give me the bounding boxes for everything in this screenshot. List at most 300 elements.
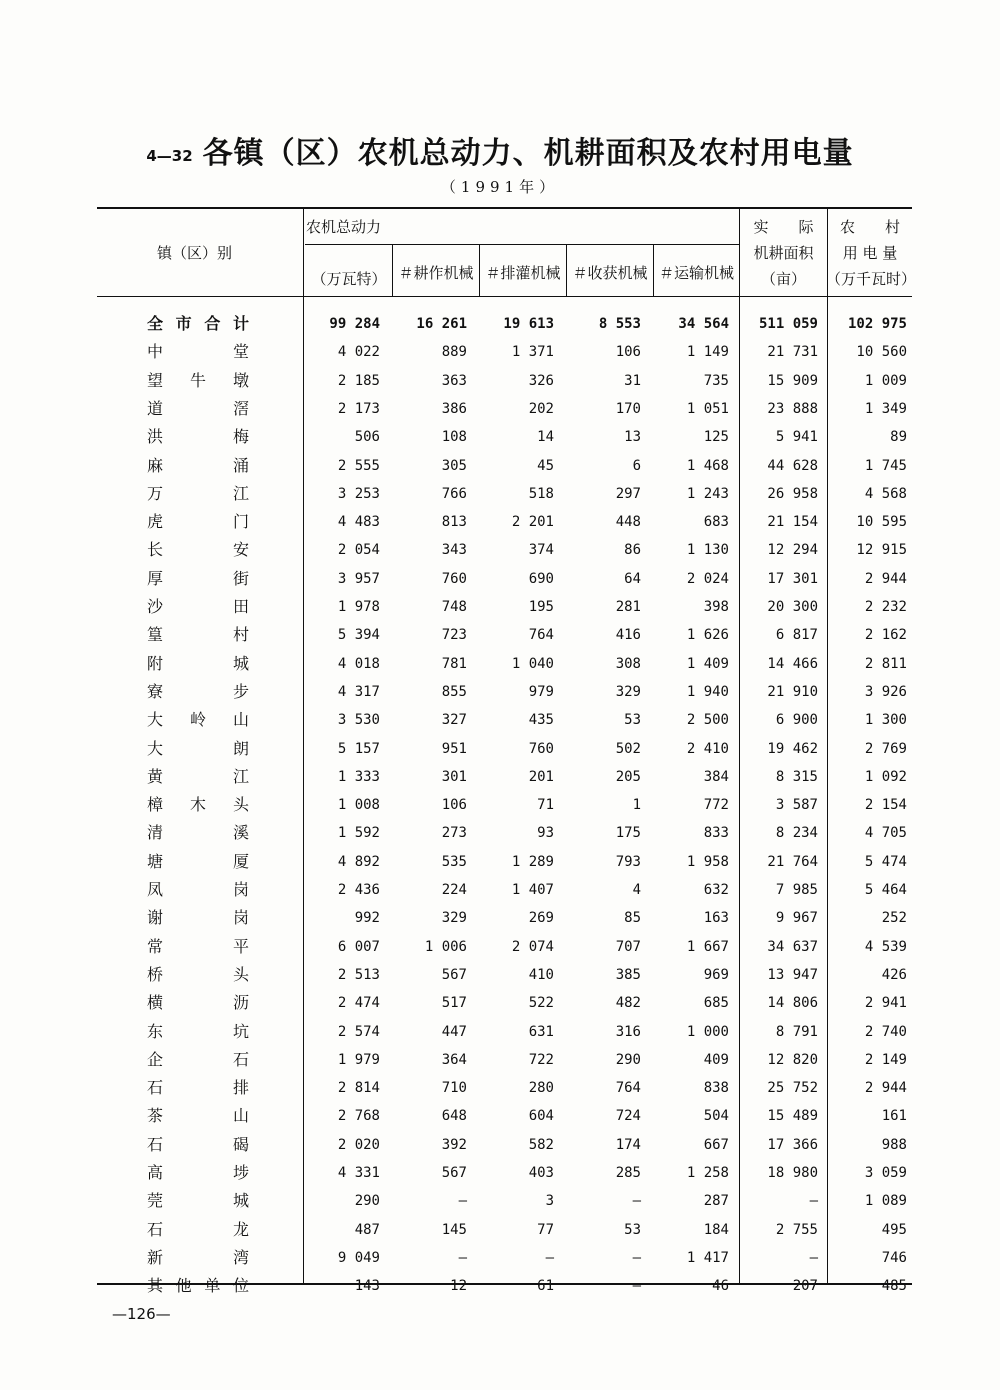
region-char: 岗 [232,880,249,899]
cell-elec: 2 740 [864,1023,907,1040]
region-char: 长 [147,540,164,560]
cell-power: 2 768 [337,1108,380,1125]
cell-power: 2 574 [337,1023,380,1040]
cell-plow: 327 [441,712,467,729]
cell-area: 511 059 [758,316,818,332]
cell-power: 9 049 [337,1249,380,1266]
cell-area: 21 731 [767,344,818,361]
region-char: 新 [147,1247,164,1267]
cell-elec: 1 300 [864,712,907,729]
table-row [0,368,1000,396]
region-char: 其 [147,1276,164,1296]
region-char: 谢 [147,908,164,928]
cell-elec: 1 349 [864,400,907,417]
region-char: 全 [147,314,164,333]
cell-plow: 813 [441,514,467,531]
cell-power: 1 592 [337,825,380,842]
cell-irrigation: 280 [528,1080,554,1097]
cell-power: 3 957 [337,570,380,587]
row-region-name [147,1075,249,1103]
region-char: 他 [175,1276,192,1296]
cell-plow: 329 [441,910,467,927]
row-region-name [147,396,249,424]
cell-elec: 12 915 [856,542,907,559]
region-char: 滘 [232,398,249,418]
region-char: 田 [232,597,249,616]
cell-elec: 1 092 [864,768,907,785]
cell-plow: 108 [441,429,467,446]
row-region-name [147,1103,249,1131]
cell-irrigation: 202 [528,400,554,417]
cell-transport: 2 410 [686,740,729,757]
cell-irrigation: 77 [537,1221,554,1238]
cell-elec: 4 705 [864,825,907,842]
cell-harvest: 170 [615,400,641,417]
group-rule [305,244,739,245]
cell-harvest: 175 [615,825,641,842]
cell-irrigation: 1 371 [511,344,554,361]
cell-transport: 184 [703,1221,729,1238]
cell-irrigation: 760 [528,740,554,757]
cell-transport: 1 258 [686,1165,729,1181]
table-row [0,509,1000,537]
cell-plow: 951 [441,740,467,757]
region-char: 桥 [147,964,164,984]
cell-harvest: 281 [615,599,641,615]
table-row [0,622,1000,650]
region-char: 万 [147,483,164,503]
region-char: 常 [147,936,164,956]
table-row [0,424,1000,452]
table-row [0,934,1000,962]
cell-harvest: — [632,1249,641,1266]
cell-transport: 2 024 [686,570,729,587]
row-region-name [147,905,249,933]
cell-irrigation: 1 040 [511,655,554,672]
region-char: 梅 [232,427,249,447]
cell-transport: 34 564 [678,316,729,332]
cell-harvest: 707 [615,938,641,955]
table-row [0,1245,1000,1273]
cell-area: 6 817 [775,627,818,644]
region-char: 石 [232,1049,249,1069]
cell-plow: 567 [441,966,467,983]
cell-harvest: 85 [624,910,641,927]
table-row [0,1047,1000,1075]
cell-plow: 447 [441,1023,467,1040]
cell-area: 6 900 [775,712,818,729]
cell-area: — [809,1249,818,1266]
cell-area: 207 [792,1278,818,1295]
cell-irrigation: 61 [537,1278,554,1295]
row-region-name [147,1160,249,1188]
row-region-name [147,311,249,339]
cell-harvest: 6 [632,457,641,474]
cell-harvest: 297 [615,485,641,502]
table-row [0,990,1000,1018]
cell-area: 21 154 [767,514,818,531]
table-row [0,849,1000,877]
row-region-name [147,820,249,848]
table-title [0,128,1000,172]
header-power-group: 农机总动力 [306,218,382,236]
cell-harvest: 482 [615,995,641,1012]
row-region-name [147,339,249,367]
region-char: 石 [147,1078,164,1098]
cell-harvest: 764 [615,1080,641,1097]
cell-plow: 16 261 [416,316,467,332]
cell-plow: 648 [441,1108,467,1125]
table-row [0,339,1000,367]
cell-irrigation: 1 289 [511,853,554,870]
cell-power: 5 157 [337,740,380,757]
region-char: 企 [147,1049,164,1069]
row-region-name [147,707,249,735]
row-region-name [147,877,249,905]
cell-transport: 1 468 [686,457,729,474]
region-char: 墩 [232,370,249,390]
table-row [0,594,1000,622]
cell-plow: 363 [441,372,467,389]
row-region-name [147,1245,249,1273]
region-char: 沙 [147,597,164,616]
region-char: 木 [189,795,206,815]
cell-harvest: 53 [624,1221,641,1238]
cell-power: 4 331 [337,1165,380,1181]
cell-transport: 1 130 [686,542,729,559]
region-char: 街 [232,568,249,588]
row-region-name [147,764,249,792]
cell-irrigation: 93 [537,825,554,842]
cell-elec: 2 162 [864,627,907,644]
cell-harvest: 724 [615,1108,641,1125]
cell-harvest: 316 [615,1023,641,1040]
table-row [0,1075,1000,1103]
cell-elec: 1 089 [864,1193,907,1210]
cell-irrigation: 2 201 [511,514,554,531]
cell-harvest: 86 [624,542,641,559]
cell-plow: 145 [441,1221,467,1238]
cell-power: 2 436 [337,882,380,898]
cell-area: 17 366 [767,1136,818,1153]
table-row [0,311,1000,339]
cell-transport: 1 409 [686,655,729,672]
cell-transport: 685 [703,995,729,1012]
cell-elec: 252 [881,910,907,927]
header-area-1: 实 际 [753,218,814,236]
cell-irrigation: 3 [545,1193,554,1210]
cell-irrigation: 71 [537,797,554,814]
region-char: 计 [232,314,249,333]
cell-irrigation: 631 [528,1023,554,1040]
cell-irrigation: 518 [528,485,554,502]
cell-area: 18 980 [767,1165,818,1181]
header-irrigation: ＃排灌机械 [485,264,561,282]
table-row [0,1103,1000,1131]
region-char: 城 [232,1191,249,1211]
table-row [0,396,1000,424]
table-row [0,453,1000,481]
cell-harvest: 385 [615,966,641,983]
cell-irrigation: 435 [528,712,554,729]
region-char: 凤 [147,880,164,899]
cell-plow: 723 [441,627,467,644]
cell-power: 1 333 [337,768,380,785]
cell-area: 17 301 [767,570,818,587]
table-row [0,651,1000,679]
cell-area: 44 628 [767,457,818,474]
row-region-name [147,566,249,594]
cell-plow: 567 [441,1165,467,1181]
cell-plow: 1 006 [424,938,467,955]
region-char: 横 [147,993,164,1013]
row-region-name [147,736,249,764]
region-char: 莞 [147,1191,164,1211]
cell-irrigation: — [545,1249,554,1266]
cell-power: 3 253 [337,485,380,502]
cell-power: 2 555 [337,457,380,474]
region-char: 合 [204,314,221,333]
cell-power: 1 978 [337,599,380,615]
cell-elec: 2 154 [864,797,907,814]
table-row [0,792,1000,820]
cell-harvest: 106 [615,344,641,361]
header-rule [97,296,912,297]
row-region-name [147,962,249,990]
cell-transport: 833 [703,825,729,842]
table-row [0,905,1000,933]
region-char: 朗 [232,738,249,758]
cell-elec: 2 149 [864,1051,907,1068]
cell-plow: 766 [441,485,467,502]
cell-harvest: 205 [615,768,641,785]
cell-area: — [809,1193,818,1210]
cell-area: 23 888 [767,400,818,417]
cell-area: 8 791 [775,1023,818,1040]
cell-irrigation: 722 [528,1051,554,1068]
cell-harvest: 8 553 [598,316,641,332]
region-char: 中 [147,342,164,362]
region-char: 城 [232,653,249,673]
region-char: 门 [232,512,249,532]
cell-transport: 384 [703,768,729,785]
header-plow: ＃耕作机械 [398,264,474,282]
cell-transport: 683 [703,514,729,531]
cell-power: 4 483 [337,514,380,531]
header-elec-1: 农 村 [839,218,900,236]
region-char: 市 [175,314,192,333]
header-area-2: 机耕面积 [753,244,814,262]
row-region-name [147,1273,249,1301]
cell-area: 8 315 [775,768,818,785]
region-char: 埗 [232,1163,249,1182]
region-char: 排 [232,1078,249,1098]
cell-area: 21 764 [767,853,818,870]
cell-elec: 2 941 [864,995,907,1012]
table-row [0,707,1000,735]
region-char: 塘 [147,851,164,871]
cell-transport: 667 [703,1136,729,1153]
region-char: 坑 [232,1021,249,1041]
table-code: 4—32 [146,147,193,165]
region-char: 附 [147,653,164,673]
region-char: 石 [147,1134,164,1154]
region-char: 溪 [232,823,249,843]
cell-irrigation: 764 [528,627,554,644]
cell-plow: 392 [441,1136,467,1153]
cell-irrigation: 604 [528,1108,554,1125]
cell-irrigation: 195 [528,599,554,615]
cell-irrigation: 45 [537,457,554,474]
table-year: （1991年） [440,178,560,196]
cell-plow: — [458,1193,467,1210]
cell-harvest: 174 [615,1136,641,1153]
row-region-name [147,990,249,1018]
row-region-name [147,1188,249,1216]
cell-area: 19 462 [767,740,818,757]
cell-transport: 1 417 [686,1249,729,1266]
cell-elec: 746 [881,1249,907,1266]
region-char: 村 [232,625,249,645]
page-number: —126— [112,1305,171,1323]
cell-elec: 89 [890,429,907,446]
cell-transport: 2 500 [686,712,729,729]
region-char: 麻 [147,455,164,475]
region-char: 堂 [232,342,249,362]
cell-power: 4 317 [337,683,380,700]
cell-power: 6 007 [337,938,380,955]
header-power-unit: （万瓦特） [311,270,387,288]
header-harvest: ＃收获机械 [572,264,648,282]
row-region-name [147,679,249,707]
cell-elec: 2 944 [864,1080,907,1097]
cell-harvest: 793 [615,853,641,870]
cell-transport: 969 [703,966,729,983]
cell-elec: 4 539 [864,938,907,955]
region-char: 厚 [147,568,164,588]
cell-plow: — [458,1249,467,1266]
cell-transport: 163 [703,910,729,927]
cell-irrigation: 19 613 [503,316,554,332]
region-char: 东 [147,1021,164,1041]
cell-harvest: 290 [615,1051,641,1068]
region-char: 石 [147,1219,164,1239]
region-char: 篁 [147,625,164,645]
table-row [0,481,1000,509]
cell-harvest: 53 [624,712,641,729]
cell-plow: 889 [441,344,467,361]
cell-plow: 748 [441,599,467,615]
cell-power: 992 [354,910,380,927]
cell-elec: 5 474 [864,853,907,870]
table-row [0,1019,1000,1047]
cell-area: 15 489 [767,1108,818,1125]
cell-harvest: — [632,1193,641,1210]
cell-area: 9 967 [775,910,818,927]
cell-elec: 5 464 [864,882,907,898]
table-row [0,820,1000,848]
cell-elec: 10 560 [856,344,907,361]
region-char: 山 [232,1106,249,1126]
region-char: 山 [232,710,249,730]
cell-transport: 1 243 [686,485,729,502]
cell-power: 4 892 [337,853,380,870]
cell-power: 506 [354,429,380,446]
cell-area: 12 820 [767,1051,818,1068]
region-char: 厦 [232,851,249,871]
cell-power: 2 020 [337,1136,380,1153]
table-row [0,1273,1000,1301]
cell-elec: 2 944 [864,570,907,587]
cell-transport: 1 149 [686,344,729,361]
cell-elec: 4 568 [864,485,907,502]
cell-harvest: 31 [624,372,641,389]
region-char: 黄 [147,766,164,786]
cell-harvest: 13 [624,429,641,446]
region-char: 头 [232,795,249,815]
cell-elec: 485 [881,1278,907,1295]
cell-harvest: — [632,1278,641,1295]
cell-transport: 1 626 [686,627,729,644]
cell-area: 14 806 [767,995,818,1012]
row-region-name [147,481,249,509]
cell-area: 26 958 [767,485,818,502]
row-region-name [147,1217,249,1245]
cell-area: 25 752 [767,1080,818,1097]
region-char: 沥 [232,993,249,1013]
region-char: 望 [147,370,164,390]
cell-transport: 1 051 [686,400,729,417]
region-char: 湾 [232,1247,249,1267]
cell-irrigation: 14 [537,429,554,446]
cell-harvest: 502 [615,740,641,757]
cell-harvest: 448 [615,514,641,531]
table-row [0,1188,1000,1216]
cell-harvest: 285 [615,1165,641,1181]
table-row [0,566,1000,594]
cell-elec: 3 059 [864,1165,907,1181]
row-region-name [147,849,249,877]
cell-area: 20 300 [767,599,818,615]
cell-transport: 1 958 [686,853,729,870]
region-char: 清 [147,823,164,843]
table-row [0,877,1000,905]
region-char: 茶 [147,1106,164,1126]
cell-plow: 517 [441,995,467,1012]
cell-power: 2 814 [337,1080,380,1097]
header-transport: ＃运输机械 [658,264,734,282]
row-region-name [147,453,249,481]
cell-plow: 343 [441,542,467,559]
cell-power: 1 979 [337,1051,380,1068]
header-elec-2: 用 电 量 [842,244,898,262]
region-char: 头 [232,964,249,984]
cell-harvest: 308 [615,655,641,672]
header-area-3: （亩） [760,270,806,288]
region-char: 大 [147,710,164,730]
table-row [0,679,1000,707]
region-char: 平 [232,936,249,956]
row-region-name [147,622,249,650]
region-char: 牛 [189,370,206,390]
cell-irrigation: 1 407 [511,882,554,898]
cell-plow: 301 [441,768,467,785]
cell-elec: 3 926 [864,683,907,700]
cell-plow: 760 [441,570,467,587]
cell-harvest: 329 [615,683,641,700]
cell-transport: 1 000 [686,1023,729,1040]
row-region-name [147,1132,249,1160]
